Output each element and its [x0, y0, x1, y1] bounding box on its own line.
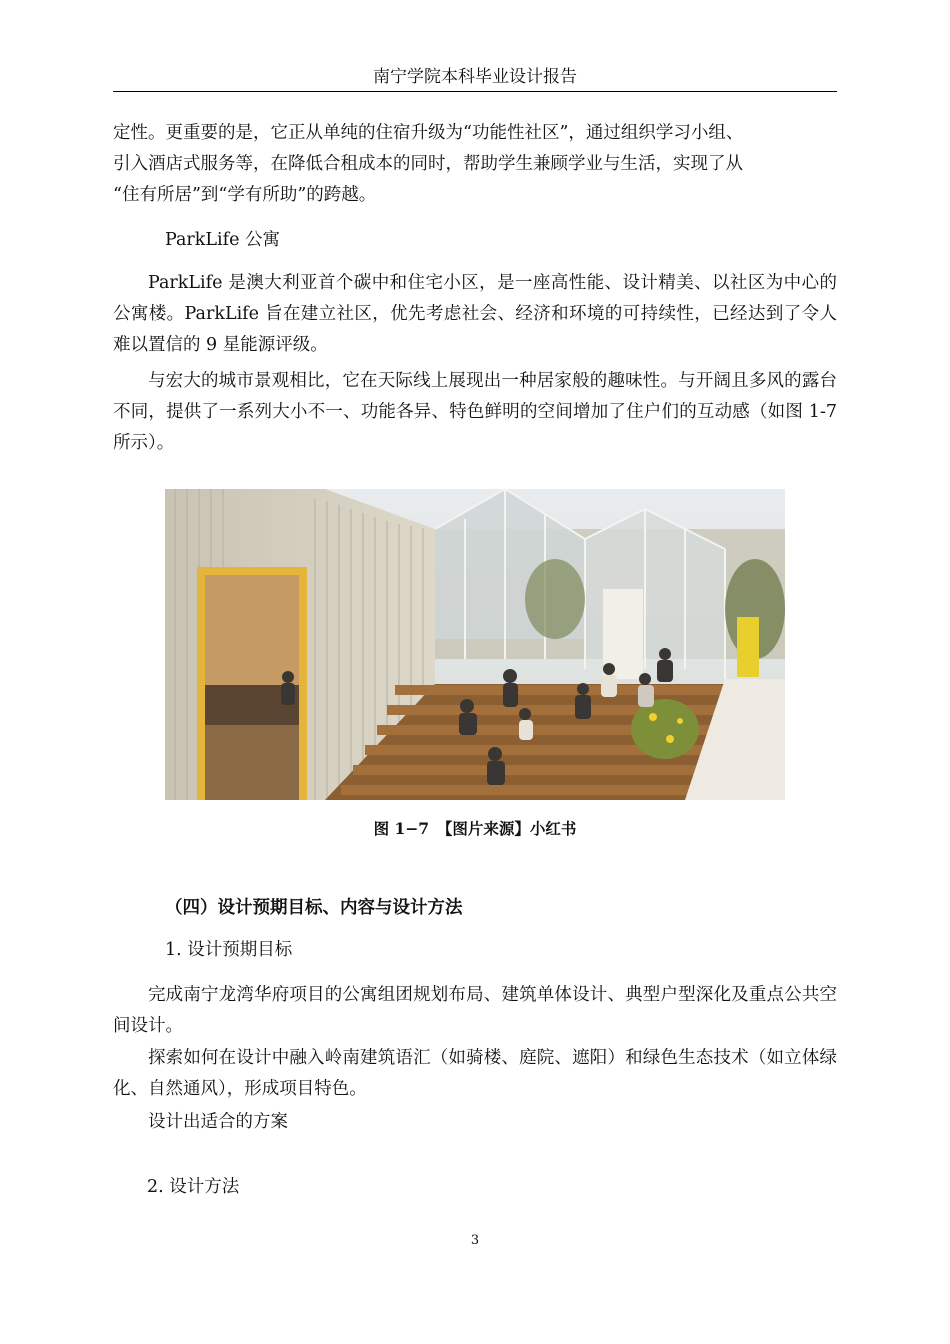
intro-line-1: 定性。更重要的是，它正从单纯的住宿升级为“功能性社区”，通过组织学习小组、	[113, 123, 744, 143]
goals-paragraph-1: 完成南宁龙湾华府项目的公寓组团规划布局、建筑单体设计、典型户型深化及重点公共空间设计。	[113, 985, 837, 1036]
figure-caption: 图 1−7 【图片来源】小红书	[373, 819, 577, 838]
parklife-photo	[165, 489, 785, 800]
parklife-paragraph-2: 与宏大的城市景观相比，它在天际线上展现出一种居家般的趣味性。与开阔且多风的露台不同，提供了一系列大小不一、功能各异、特色鲜明的空间增加了住户们的互动感（如图 1-7 所示）。	[113, 371, 837, 453]
goals-paragraph-2: 探索如何在设计中融入岭南建筑语汇（如骑楼、庭院、遮阳）和绿色生态技术（如立体绿化、自然通风），形成项目特色。	[113, 1048, 837, 1099]
intro-line-2: 引入酒店式服务等，在降低合租成本的同时，帮助学生兼顾学业与生活，实现了从	[113, 154, 743, 174]
header-rule	[113, 91, 837, 92]
running-header: 南宁学院本科毕业设计报告	[373, 67, 577, 87]
subheading-goals: 1. 设计预期目标	[165, 940, 293, 960]
section-heading: （四）设计预期目标、内容与设计方法	[165, 898, 463, 918]
parklife-paragraph-1: ParkLife 是澳大利亚首个碳中和住宅小区，是一座高性能、设计精美、以社区为中心的公寓楼。ParkLife 旨在建立社区，优先考虑社会、经济和环境的可持续性，已经达到了令人难以置信的 9 星能源评级。	[113, 273, 837, 355]
page-number: 3	[470, 1233, 480, 1248]
intro-paragraph	[113, 118, 837, 211]
subheading-methods: 2. 设计方法	[147, 1177, 240, 1197]
parklife-heading: ParkLife 公寓	[165, 230, 281, 250]
goals-paragraph-3: 设计出适合的方案	[148, 1112, 288, 1132]
intro-line-3: “住有所居”到“学有所助”的跨越。	[113, 185, 377, 205]
